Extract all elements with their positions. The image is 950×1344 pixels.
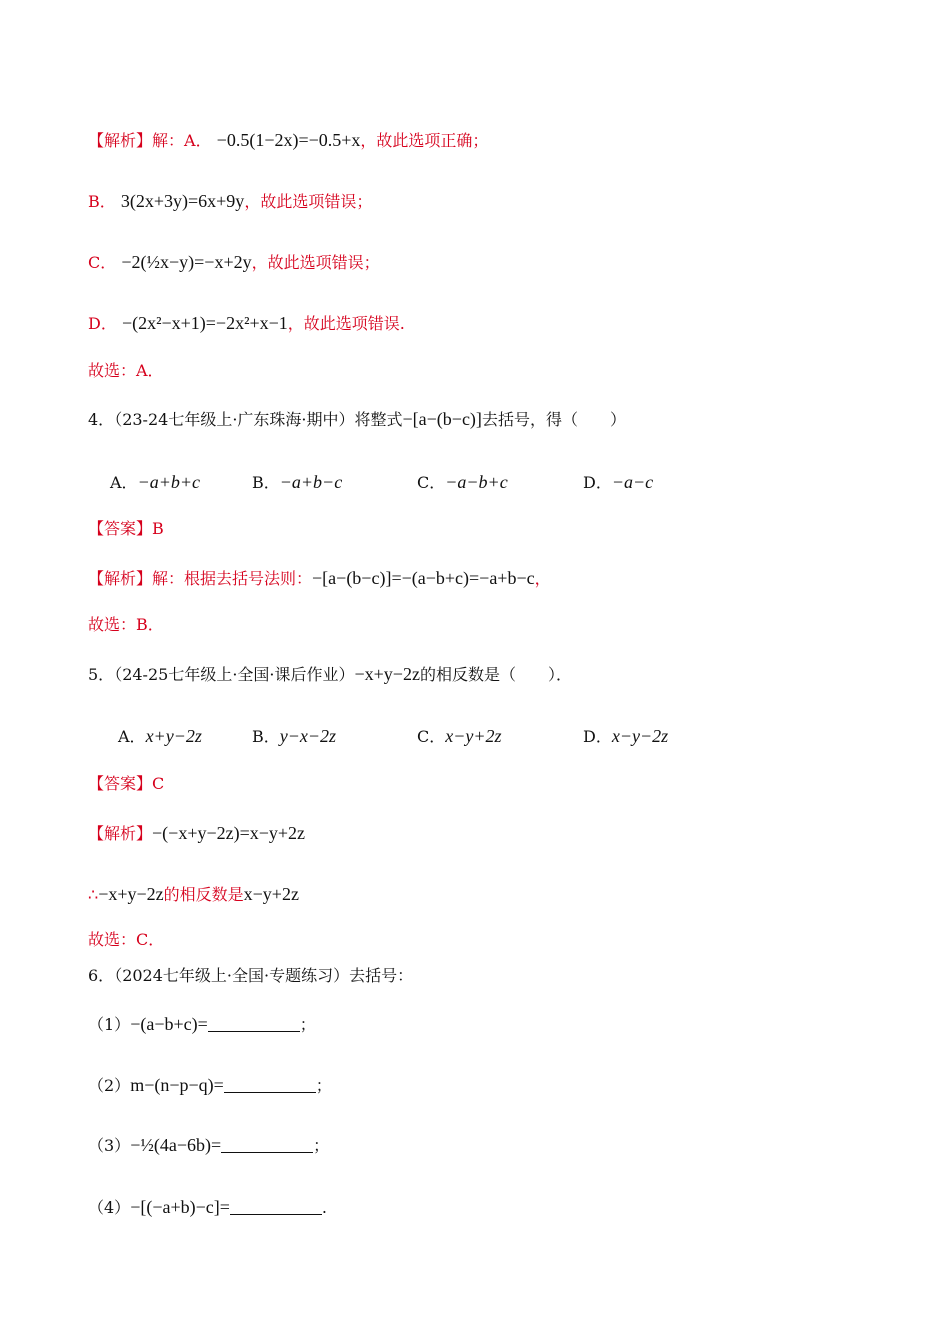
answer-blank[interactable] (221, 1134, 313, 1153)
question-source: （23-24七年级上·广东珠海·期中） (114, 410, 355, 429)
option-label: A． (110, 473, 138, 492)
option-b-label: B． (88, 192, 116, 211)
part-end: ； (299, 1015, 316, 1034)
analysis-lead: 解：A． (152, 131, 212, 150)
q3-solution-d (88, 311, 405, 336)
analysis-text: 解：根据去括号法则： (152, 569, 313, 588)
option-expression: −a+b−c (279, 472, 343, 492)
option-label: C． (417, 727, 446, 746)
q5-choice: 故选：C． (88, 930, 165, 949)
q5-option-b (252, 724, 336, 747)
part-label: （1） (88, 1015, 131, 1034)
answer-blank[interactable] (208, 1013, 300, 1032)
q5-conclusion (88, 882, 299, 907)
q6-stem (88, 964, 413, 988)
part-label: （3） (88, 1136, 131, 1155)
q4-stem (88, 407, 626, 432)
option-c-expression: −2(½x−y)=−x+2y (121, 252, 252, 272)
q4-option-d (583, 470, 653, 493)
q5-option-d (583, 724, 668, 747)
option-d-label: D． (88, 314, 117, 333)
analysis-tag: 【解析】 (88, 131, 153, 150)
question-stem-end: 去括号，得（ ） (481, 410, 626, 429)
q3-solution-b (88, 189, 372, 214)
answer-tag: 【答案】 (88, 774, 153, 793)
part-expression: −½(4a−6b)= (130, 1135, 222, 1155)
part-expression: −[(−a+b)−c]= (130, 1197, 230, 1217)
part-end: ； (315, 1076, 332, 1095)
option-label: A． (118, 727, 146, 746)
option-d-expression: −(2x²−x+1)=−2x²+x−1 (121, 313, 288, 333)
option-expression: −a+b+c (137, 472, 200, 492)
option-expression: y−x−2z (279, 726, 337, 746)
part-expression: −(a−b+c)= (130, 1014, 208, 1034)
option-b-verdict: ，故此选项错误； (244, 192, 373, 211)
answer-value: B (152, 519, 164, 538)
conclusion-result: x−y+2z (243, 884, 299, 904)
question-source: （24-25七年级上·全国·课后作业） (114, 665, 355, 684)
analysis-expression: −[a−(b−c)]=−(a−b+c)=−a+b−c (312, 568, 535, 588)
q3-solution-a (88, 128, 488, 153)
option-label: B． (252, 727, 280, 746)
analysis-expression: −(−x+y−2z)=x−y+2z (152, 823, 306, 843)
option-label: D． (583, 727, 612, 746)
q5-analysis (88, 821, 305, 846)
answer-tag: 【答案】 (88, 519, 153, 538)
question-stem: 去括号： (349, 966, 414, 985)
q5-option-c (417, 724, 502, 747)
question-number: 5． (88, 665, 115, 684)
question-expression: −x+y−2z (354, 664, 420, 684)
q6-part-3 (88, 1133, 329, 1158)
option-expression: −a−b+c (445, 472, 508, 492)
option-label: B． (252, 473, 280, 492)
q6-part-1 (88, 1012, 316, 1037)
option-c-verdict: ，故此选项错误； (251, 253, 380, 272)
part-end: ； (313, 1136, 330, 1155)
question-source: （2024七年级上·全国·专题练习） (114, 966, 350, 985)
answer-value: C (152, 774, 165, 793)
option-label: C． (417, 473, 446, 492)
part-label: （4） (88, 1198, 131, 1217)
q3-solution-c (88, 250, 380, 275)
option-d-verdict: ，故此选项错误. (287, 314, 405, 333)
q6-part-4 (88, 1195, 327, 1220)
q4-choice: 故选：B． (88, 615, 164, 634)
q6-part-2 (88, 1073, 332, 1098)
question-number: 6． (88, 966, 115, 985)
therefore-symbol: ∴ (88, 885, 99, 904)
q4-analysis (88, 566, 551, 591)
option-label: D． (583, 473, 612, 492)
q3-choice: 故选：A． (88, 361, 164, 380)
answer-blank[interactable] (230, 1196, 322, 1215)
option-b-expression: 3(2x+3y)=6x+9y (120, 191, 245, 211)
question-number: 4． (88, 410, 115, 429)
conclusion-text: 的相反数是 (163, 885, 244, 904)
question-expression: −[a−(b−c)] (402, 409, 482, 429)
question-stem-text: 将整式 (354, 410, 403, 429)
option-expression: x−y−2z (611, 726, 669, 746)
q5-answer (88, 772, 164, 796)
answer-blank[interactable] (224, 1074, 316, 1093)
option-expression: −a−c (611, 472, 654, 492)
question-stem-end: 的相反数是（ ）． (419, 665, 572, 684)
conclusion-expression: −x+y−2z (98, 884, 164, 904)
analysis-tag: 【解析】 (88, 569, 153, 588)
q4-option-a (110, 470, 200, 493)
q4-option-b (252, 470, 342, 493)
option-expression: x+y−2z (145, 726, 202, 746)
option-a-verdict: ，故此选项正确； (360, 131, 489, 150)
option-a-expression: −0.5(1−2x)=−0.5+x (216, 130, 361, 150)
q4-answer (88, 517, 164, 541)
q5-stem (88, 662, 572, 687)
option-c-label: C． (88, 253, 117, 272)
part-label: （2） (88, 1076, 131, 1095)
q4-option-c (417, 470, 508, 493)
analysis-tag: 【解析】 (88, 824, 153, 843)
part-end: . (321, 1198, 327, 1217)
option-expression: x−y+2z (445, 726, 502, 746)
q5-option-a (118, 724, 202, 747)
analysis-end: ， (534, 569, 551, 588)
part-expression: m−(n−p−q)= (130, 1075, 224, 1095)
